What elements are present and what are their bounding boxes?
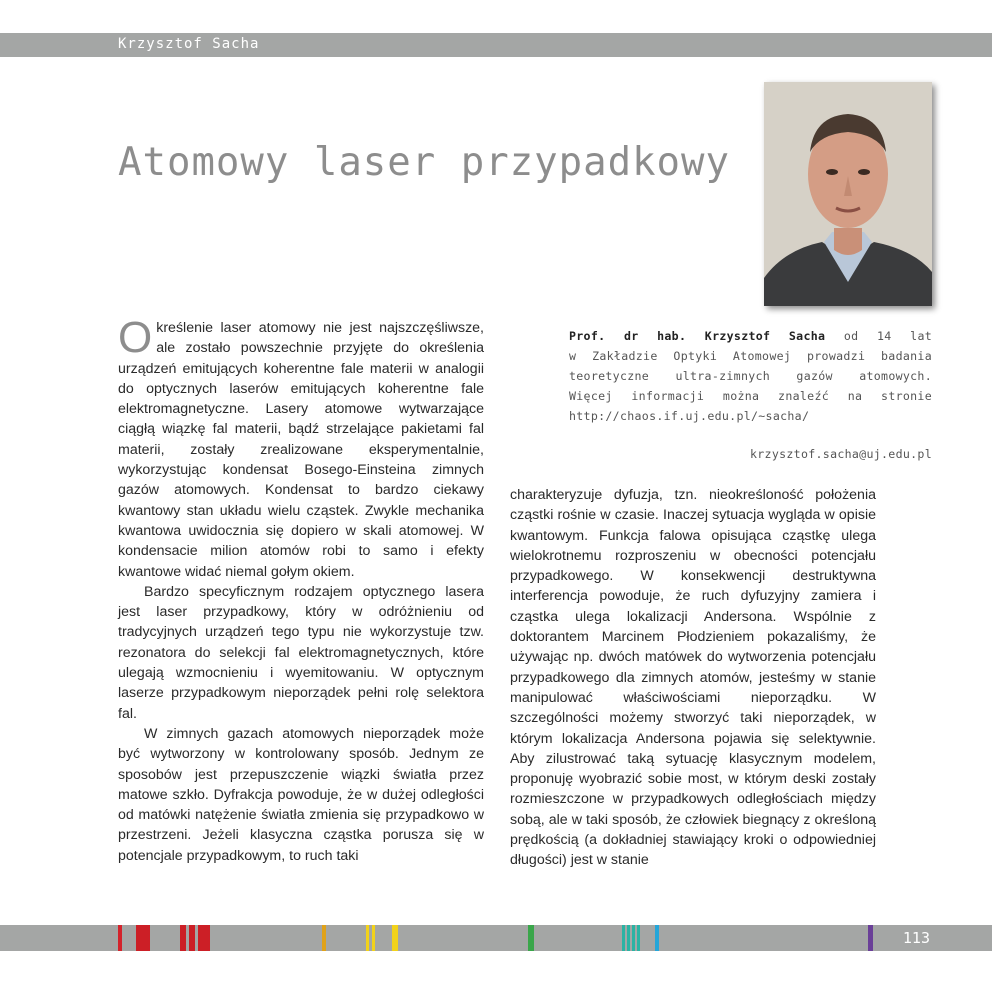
color-stripe [622, 925, 625, 951]
paragraph-1 [118, 313, 484, 582]
color-stripe [189, 925, 195, 951]
color-stripe [136, 925, 150, 951]
author-bio [569, 326, 932, 426]
color-stripe [392, 925, 398, 951]
portrait-illustration [764, 82, 932, 306]
paragraph-2: Bardzo specyficznym rodzajem optycznego lasera jest laser przypadkowy, który w odróżnieniu od tradycyjnych urządzeń tego typu nie wykorzystuje tzw. rezonatora do selekcji fal elektromagnetycznych, które ulegają wzmocnieniu i wyemitowaniu. W optycznym laserze przypadkowym nieporządek pełni rolę selektora fal. [118, 583, 484, 722]
color-stripe [868, 925, 873, 951]
color-stripe [632, 925, 635, 951]
bio-line-1: od 14 lat [843, 329, 933, 343]
paragraph-4: charakteryzuje dyfuzja, tzn. nieokreśloność położenia cząstki rośnie w czasie. Inaczej sytuacja wygląda w opisie kwantowym. Funkcja falowa opisująca cząstkę ulega wielokrotnemu rozproszeniu w obecności potencjału przypadkowego. W konsekwencji destruktywna interferencja powoduje, że ruch dyfuzyjny zamiera i cząstka ulega lokalizacji Andersona. Wspólnie z doktorantem Marcinem Płodzieniem pokazaliśmy, że używając np. dwóch matówek do wytworzenia potencjału przypadkowego dla zimnych atomów, jesteśmy w stanie manipulować właściwościami nieporządku. W szczególności możemy stworzyć taki nieporządek, w którym lokalizacja Andersona pojawia się selektywnie. Aby zilustrować taką sytuację klasycznym modelem, proponuję wyobrazić sobie most, w którym deski zostały rozmieszczone w przypadkowych odległościach między sobą, ale w taki sposób, że człowiek biegnący z określoną prędkością (a dokładniej stawiający kroki o odpowiedniej długości) jest w stanie [510, 487, 876, 869]
article-title: Atomowy laser przypadkowy [118, 140, 730, 185]
author-email: krzysztof.sacha@uj.edu.pl [749, 447, 932, 461]
color-stripe [627, 925, 630, 951]
bio-line-2: w Zakładzie Optyki Atomowej prowadzi badania [569, 349, 932, 363]
header-author: Krzysztof Sacha [118, 36, 260, 52]
author-website: http://chaos.if.uj.edu.pl/~sacha/ [569, 409, 810, 423]
article-column-right [510, 485, 876, 871]
color-stripe [637, 925, 640, 951]
paragraph-3: W zimnych gazach atomowych nieporządek może być wytworzony w kontrolowany sposób. Jednym ze sposobów jest przepuszczenie wiązki światła przez matowe szkło. Dyfrakcja powoduje, że w dużej odległości od matówki natężenie światła zmienia się przypadkowo w przestrzeni. Jeżeli klasyczna cząstka porusza się w potencjale przypadkowym, to ruch taki [118, 725, 484, 864]
color-stripe [366, 925, 369, 951]
bio-line-3: teoretyczne ultra-zimnych gazów atomowych. [569, 369, 932, 383]
author-photo [764, 82, 932, 306]
color-stripe [118, 925, 122, 951]
color-stripe [528, 925, 534, 951]
footer-bar [0, 925, 992, 951]
header-bar [0, 33, 992, 57]
color-stripe [655, 925, 659, 951]
page-number: 113 [902, 929, 930, 947]
color-stripe [180, 925, 186, 951]
article-column-left [118, 313, 484, 866]
drop-cap: O [118, 313, 153, 362]
color-stripe [198, 925, 210, 951]
bio-line-4: Więcej informacji można znaleźć na stronie [569, 389, 932, 403]
color-stripe [372, 925, 375, 951]
color-stripe [322, 925, 326, 951]
author-name: Prof. dr hab. Krzysztof Sacha [569, 329, 826, 343]
paragraph-1-text: kreślenie laser atomowy nie jest najszczęśliwsze, ale zostało powszechnie przyjęte do określenia urządzeń emitujących koherentne fale materii w analogii do optycznych laserów emitujących koherentne fale elektromagnetyczne. Lasery atomowe wytwarzające ciągłą wiązkę fal materii, bądź strzelające pakietami fal materii, zostały zrealizowane eksperymentalnie, wykorzystując kondensat Bosego-Einsteina zimnych gazów atomowych. Kondensat to bardzo ciekawy kwantowy stan układu wielu cząstek. Zwykle mechanika kwantowa uwidocznia się dopiero w skali atomowej. W kondensacie milion atomów robi to samo i efekty kwantowe widać niemal gołym okiem. [118, 320, 484, 580]
